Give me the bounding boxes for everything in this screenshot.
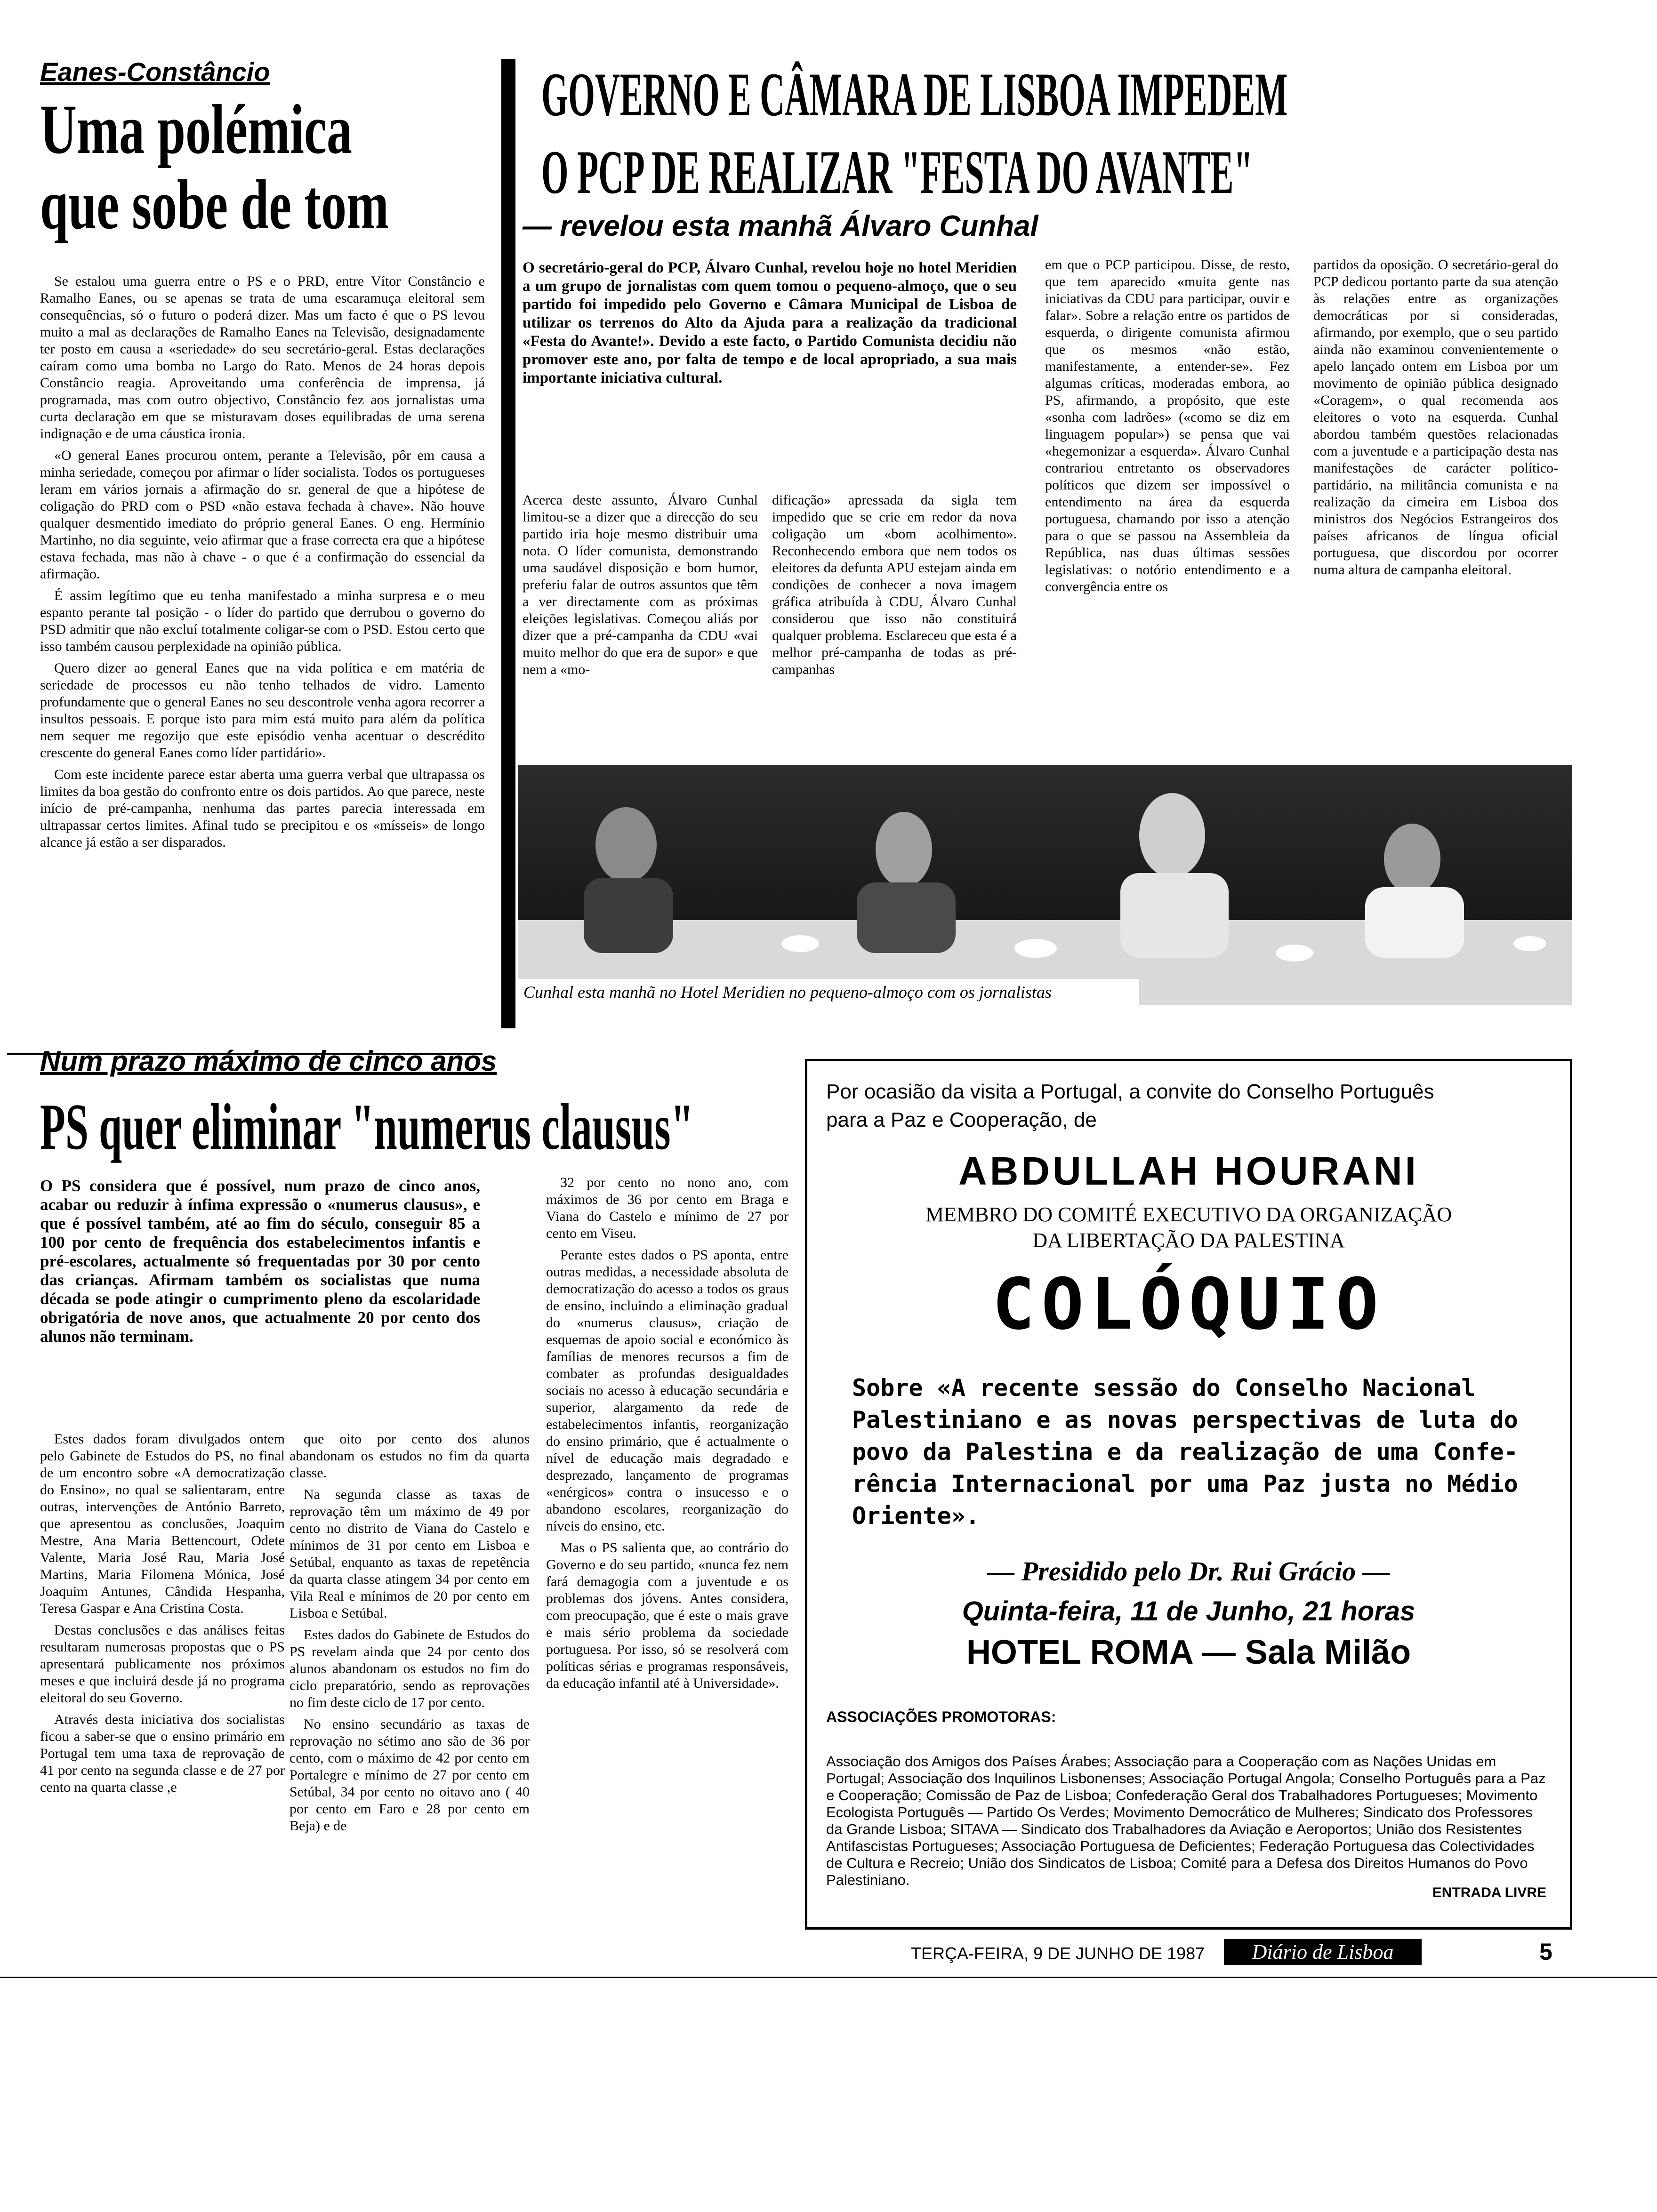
article2-headline-line2: O PCP DE REALIZAR "FESTA DO AVANTE" bbox=[541, 137, 1253, 207]
ad-topic-line: povo da Palestina e da realização de uma Confe- bbox=[852, 1438, 1518, 1466]
article2-column-b: dificação» apressada da sigla tem impedido que se crie em redor da nova coligação um «bom acolhimento». Reconhecendo embora que nem todos os eleitores da defunta APU estejam ainda em condições de conhecer a nova imagem gráfica atribuída à CDU, Álvaro Cunhal considerou que isso não constituirá qualquer problema. Esclareceu que esta é a melhor pré-campanha de todas as pré-campanhas bbox=[772, 492, 1017, 677]
ad-chair: — Presidido pelo Dr. Rui Grácio — bbox=[987, 1556, 1390, 1587]
column-divider-bar bbox=[501, 59, 515, 1028]
article1-paragraph: É assim legítimo que eu tenha manifestado a minha surpresa e o meu espanto perante tal posição - o líder do partido que derrubou o governo do PSD admitir que não excluí totalmente coligar-se com o PSD. Estou certo que isso também causou perplexidade na opinião pública. bbox=[40, 588, 485, 654]
article3-kicker: Num prazo máximo de cinco anos bbox=[40, 1045, 497, 1077]
article2-column-d: partidos da oposição. O secretário-geral do PCP dedicou portanto parte da sua atenção às relações entre as organizações democráticas por si consideradas, afirmando, por exemplo, que o seu partido ainda não examinou convenientemente o apelo lançado ontem em Lisboa por um movimento de opinião pública designado «Coragem», o qual recomenda aos eleitores o voto na esquerda. Cunhal abordou também questões relacionadas com a juventude e a participação desta nas manifestações de carácter político-partidário, na militância comunista e na realização da cimeira em Lisboa dos ministros dos Negócios Estrangeiros dos países africanos de língua oficial portuguesa, que discordou por ocorrer numa altura de campanha eleitoral. bbox=[1313, 257, 1558, 577]
article3-column-a bbox=[40, 1431, 285, 1967]
article1-paragraph: «O general Eanes procurou ontem, perante a Televisão, pôr em causa a minha seriedade, começou por afirmar o líder socialista. Todos os portugueses leram em vários jornais a afirmação do sr. general de que a hipótese de coligação do PRD com o PSD «não estava fechada à chave». Não houve qualquer desmentido imediato do próprio general Eanes. O eng. Hermínio Martinho, no dia seguinte, veio afirmar que a frase correcta era que a hipótese estava fechada, mas não à chave - o que é a confirmação do essencial da afirmação. bbox=[40, 448, 485, 582]
article3-paragraph: Estes dados foram divulgados ontem pelo Gabinete de Estudos do PS, no final de um encontro sobre «A democratização do Ensino», no qual se salientaram, entre outras, intervenções de António Barreto, que apresentou as conclusões, Joaquim Mestre, Ana Maria Bettencourt, Odete Valente, Maria José Rau, Maria José Martins, Maria Filomena Mónica, José Joaquim Antunes, Cândida Hespanha, Teresa Gaspar e Ana Cristina Costa. bbox=[40, 1431, 285, 1616]
article3-paragraph: Destas conclusões e das análises feitas resultaram numerosas propostas que o PS apresentará publicamente nos próximos meses e que incluirá desde já no programa eleitoral do seu Governo. bbox=[40, 1622, 285, 1706]
ad-promoters-list: Associação dos Amigos dos Países Árabes; Associação para a Cooperação com as Nações Unidas em Portugal; Associação dos Inquilinos Lisbonenses; Associação Portugal Angola; Conselho Português para a Paz e Cooperação; Comissão de Paz de Lisboa; Confederação Geral dos Trabalhadores Portugueses; Movimento Ecologista Português — Partido Os Verdes; Movimento Democrático de Mulheres; Sindicato dos Professores da Grande Lisboa; SITAVA — Sindicato dos Trabalhadores da Aviação e Aeroportos; União dos Resistentes Antifascistas Portugueses; Associação Portuguesa de Deficientes; Federação Portuguesa das Colectividades de Cultura e Recreio; União dos Sindicatos de Lisboa; Comité para a Defesa dos Direitos Humanos do Povo Palestiniano. bbox=[826, 1753, 1546, 1888]
ad-topic-line: Oriente». bbox=[852, 1502, 980, 1530]
ad-intro-line2: para a Paz e Cooperação, de bbox=[826, 1108, 1097, 1131]
article3-lead: O PS considera que é possível, num prazo de cinco anos, acabar ou reduzir à ínfima expressão o «numerus clausus», e que é possível também, até ao fim do século, conseguir 85 a 100 por cento de frequência dos estabelecimentos infantis e pré-escolares, actualmente só frequentadas por 30 por cento das crianças. Afirmam também os socialistas que numa década se pode atingir o cumprimento pleno da escolaridade obrigatória de nove anos, que actualmente 20 por cento dos alunos não terminam. bbox=[40, 1177, 480, 1346]
article3-paragraph: Na segunda classe as taxas de reprovação têm um máximo de 49 por cento no distrito de Viana do Castelo e mínimos de 31 por cento em Lisboa e Setúbal, enquanto as taxas de repetência da quarta classe atingem 34 por cento em Vila Real e mínimos de 20 por cento em Lisboa e Setúbal. bbox=[290, 1487, 530, 1621]
ad-role-line1: MEMBRO DO COMITÉ EXECUTIVO DA ORGANIZAÇÃO bbox=[925, 1203, 1452, 1226]
article3-paragraph: 32 por cento no nono ano, com máximos de 36 por cento em Braga e Viana do Castelo e mínimo de 27 por cento em Viseu. bbox=[546, 1175, 788, 1241]
article3-headline: PS quer eliminar "numerus clausus" bbox=[40, 1090, 694, 1163]
article3-paragraph: Perante estes dados o PS aponta, entre outras medidas, a necessidade absoluta de democratização do acesso a todos os graus de ensino, incluindo a eliminação gradual do «numerus clausus», criação de esquemas de apoio social e económico às famílias de menores recursos a fim de combater as profundas desigualdades sociais no acesso à educação secundária e superior, alargamento da rede de estabelecimentos infantis, reorganização do ensino primário, que é actualmente o nível de educação mais degradado e desprezado, lançamento de programas «enérgicos» contra o insucesso e o abandono escolares, reorganização do níveis do ensino, etc. bbox=[546, 1247, 788, 1534]
coloquio-advertisement bbox=[805, 1059, 1572, 1930]
footer-date: TERÇA-FEIRA, 9 DE JUNHO DE 1987 bbox=[911, 1944, 1205, 1963]
article2-column-a: Acerca deste assunto, Álvaro Cunhal limitou-se a dizer que a direcção do seu partido iria hoje mesmo distribuir uma nota. O líder comunista, demonstrando uma saudável disposição e bom humor, preferiu falar de outros assuntos que têm a ver directamente com as próximas eleições legislativas. Começou aliás por dizer que a pré-campanha da CDU «vai muito melhor do que era de supor» e que nem a «mo- bbox=[523, 492, 758, 677]
ad-topic-line: Sobre «A recente sessão do Conselho Nacional bbox=[852, 1374, 1476, 1402]
ad-date: Quinta-feira, 11 de Junho, 21 horas bbox=[962, 1596, 1416, 1627]
page-bottom-rule bbox=[0, 1977, 1657, 1978]
article1-paragraph: Se estalou uma guerra entre o PS e o PRD, entre Vítor Constâncio e Ramalho Eanes, ou se apenas se trata de uma escaramuça eleitoral sem consequências, só o futuro o poderá dizer. Mas um facto é que o PS levou muito a mal as declarações de Ramalho Eanes na Televisão, designadamente ter posto em causa a «seriedade» do seu secretário-geral. Estas declarações caíram como uma bomba no Largo do Rato. Menos de 24 horas depois Constâncio reagia. Aproveitando uma conferência de imprensa, já programada, mas com outro objectivo, Constâncio fez aos jornalistas uma curta declaração em que se misturavam doses equilibradas de uma serena indignação e de uma cáustica ironia. bbox=[40, 273, 485, 441]
article1-paragraph: Quero dizer ao general Eanes que na vida política e em matéria de seriedade de processos eu não tenho telhados de vidro. Lamento profundamente que o general Eanes no seu descontrole venha agora recorrer a insultos pessoais. E porque isto para mim está muito para além da política nem sequer me regozijo que este episódio venha acentuar o descrédito crescente do general Eanes como líder partidário». bbox=[40, 660, 485, 761]
ad-intro-line1: Por ocasião da visita a Portugal, a convite do Conselho Português bbox=[826, 1080, 1434, 1103]
article2-headline-line1: GOVERNO E CÂMARA DE LISBOA IMPEDEM bbox=[541, 60, 1288, 129]
ad-entry: ENTRADA LIVRE bbox=[1432, 1885, 1546, 1900]
footer-page-number: 5 bbox=[1539, 1939, 1552, 1965]
article1-headline-line1: Uma polémica bbox=[40, 90, 352, 168]
article3-paragraph: Mas o PS salienta que, ao contrário do Governo e do seu partido, «nunca fez nem fará demagogia com a juventude e os problemas dos jóvens. Antes considera, com preocupação, que é este o mais grave e mais sério problema da sociedade portuguesa. Por isso, só se resolverá com políticas sérias e programas responsáveis, da educação infantil até à Universidade». bbox=[546, 1540, 788, 1691]
footer-masthead: Diário de Lisboa bbox=[1224, 1939, 1422, 1965]
article1-headline-line2: que sobe de tom bbox=[40, 166, 389, 244]
ad-title: COLÓQUIO bbox=[992, 1264, 1385, 1346]
ad-topic bbox=[852, 1372, 1518, 1532]
ad-speaker-name: ABDULLAH HOURANI bbox=[958, 1149, 1419, 1193]
photo-illustration bbox=[518, 765, 1572, 1005]
photo-caption: Cunhal esta manhã no Hotel Meridien no pequeno-almoço com os jornalistas bbox=[523, 983, 1052, 1002]
article3-paragraph: No ensino secundário as taxas de reprovação no sétimo ano são de 36 por cento, com o máximo de 42 por cento em Portalegre e mínimo de 27 por cento em Setúbal, 34 por cento no oitavo ano ( 40 por cento em Faro e 28 por cento em Beja) e de bbox=[290, 1716, 530, 1834]
article3-column-c bbox=[546, 1174, 788, 1965]
article1-paragraph: Com este incidente parece estar aberta uma guerra verbal que ultrapassa os limites da boa gestão do confronto entre os dois partidos. Ao que parece, neste início de pré-campanha, nenhuma das partes parecia interessada em ultrapassar certos limites. Afinal tudo se precipitou e os «mísseis» de longo alcance já estão a ser disparados. bbox=[40, 767, 485, 850]
article3-paragraph: Através desta iniciativa dos socialistas ficou a saber-se que o ensino primário em Portugal tem uma taxa de reprovação de 41 por cento na segunda classe e de 27 por cento na quarta classe ,e bbox=[40, 1712, 285, 1795]
cunhal-breakfast-photo bbox=[518, 765, 1572, 1005]
article3-column-b bbox=[290, 1431, 530, 1967]
article2-subhead: — revelou esta manhã Álvaro Cunhal bbox=[523, 210, 1038, 242]
ad-topic-line: Palestiniano e as novas perspectivas de luta do bbox=[852, 1406, 1518, 1434]
article2-column-c: em que o PCP participou. Disse, de resto, que tem aparecido «muita gente nas iniciativas da CDU para participar, ouvir e falar». Sobre a relação entre os partidos de esquerda, o dirigente comunista afirmou que os mesmos «não estão, manifestamente, a entender-se». Fez algumas críticas, moderadas embora, ao PS, afirmando, a propósito, que este «sonha com ladrões» («como se diz em linguagem popular») se pensa que vai «hegemonizar a esquerda». Álvaro Cunhal contrariou entretanto os observadores políticos que dizem ser impossível o entendimento na área da esquerda portuguesa, chamando por isso a atenção para o que se passou na Assembleia da República, nas duas últimas sessões legislativas: o notório entendimento e a convergência entre os bbox=[1045, 257, 1290, 594]
ad-promoters-label: ASSOCIAÇÕES PROMOTORAS: bbox=[826, 1708, 1056, 1725]
ad-topic-line: rência Internacional por uma Paz justa no Médio bbox=[852, 1470, 1518, 1498]
ad-role-line2: DA LIBERTAÇÃO DA PALESTINA bbox=[1032, 1229, 1345, 1252]
article3-paragraph: que oito por cento dos alunos abandonam os estudos no fim da quarta classe. bbox=[290, 1431, 530, 1481]
article1-kicker: Eanes-Constâncio bbox=[40, 57, 270, 87]
article3-paragraph: Estes dados do Gabinete de Estudos do PS revelam ainda que 24 por cento dos alunos abandonam os estudos no fim do ciclo preparatório, sendo as reprovações no fim deste ciclo de 17 por cento. bbox=[290, 1627, 530, 1710]
ad-venue: HOTEL ROMA — Sala Milão bbox=[966, 1634, 1411, 1671]
article2-lead: O secretário-geral do PCP, Álvaro Cunhal, revelou hoje no hotel Meridien a um grupo de jornalistas com quem tomou o pequeno-almoço, que o seu partido foi impedido pelo Governo e Câmara Municipal de Lisboa de utilizar os terrenos do Alto da Ajuda para a realização da tradicional «Festa do Avante!». Devido a este facto, o Partido Comunista decidiu não promover este ano, por falta de tempo e de local apropriado, a sua mais importante iniciativa cultural. bbox=[523, 259, 1017, 386]
article1-body bbox=[40, 273, 485, 1045]
